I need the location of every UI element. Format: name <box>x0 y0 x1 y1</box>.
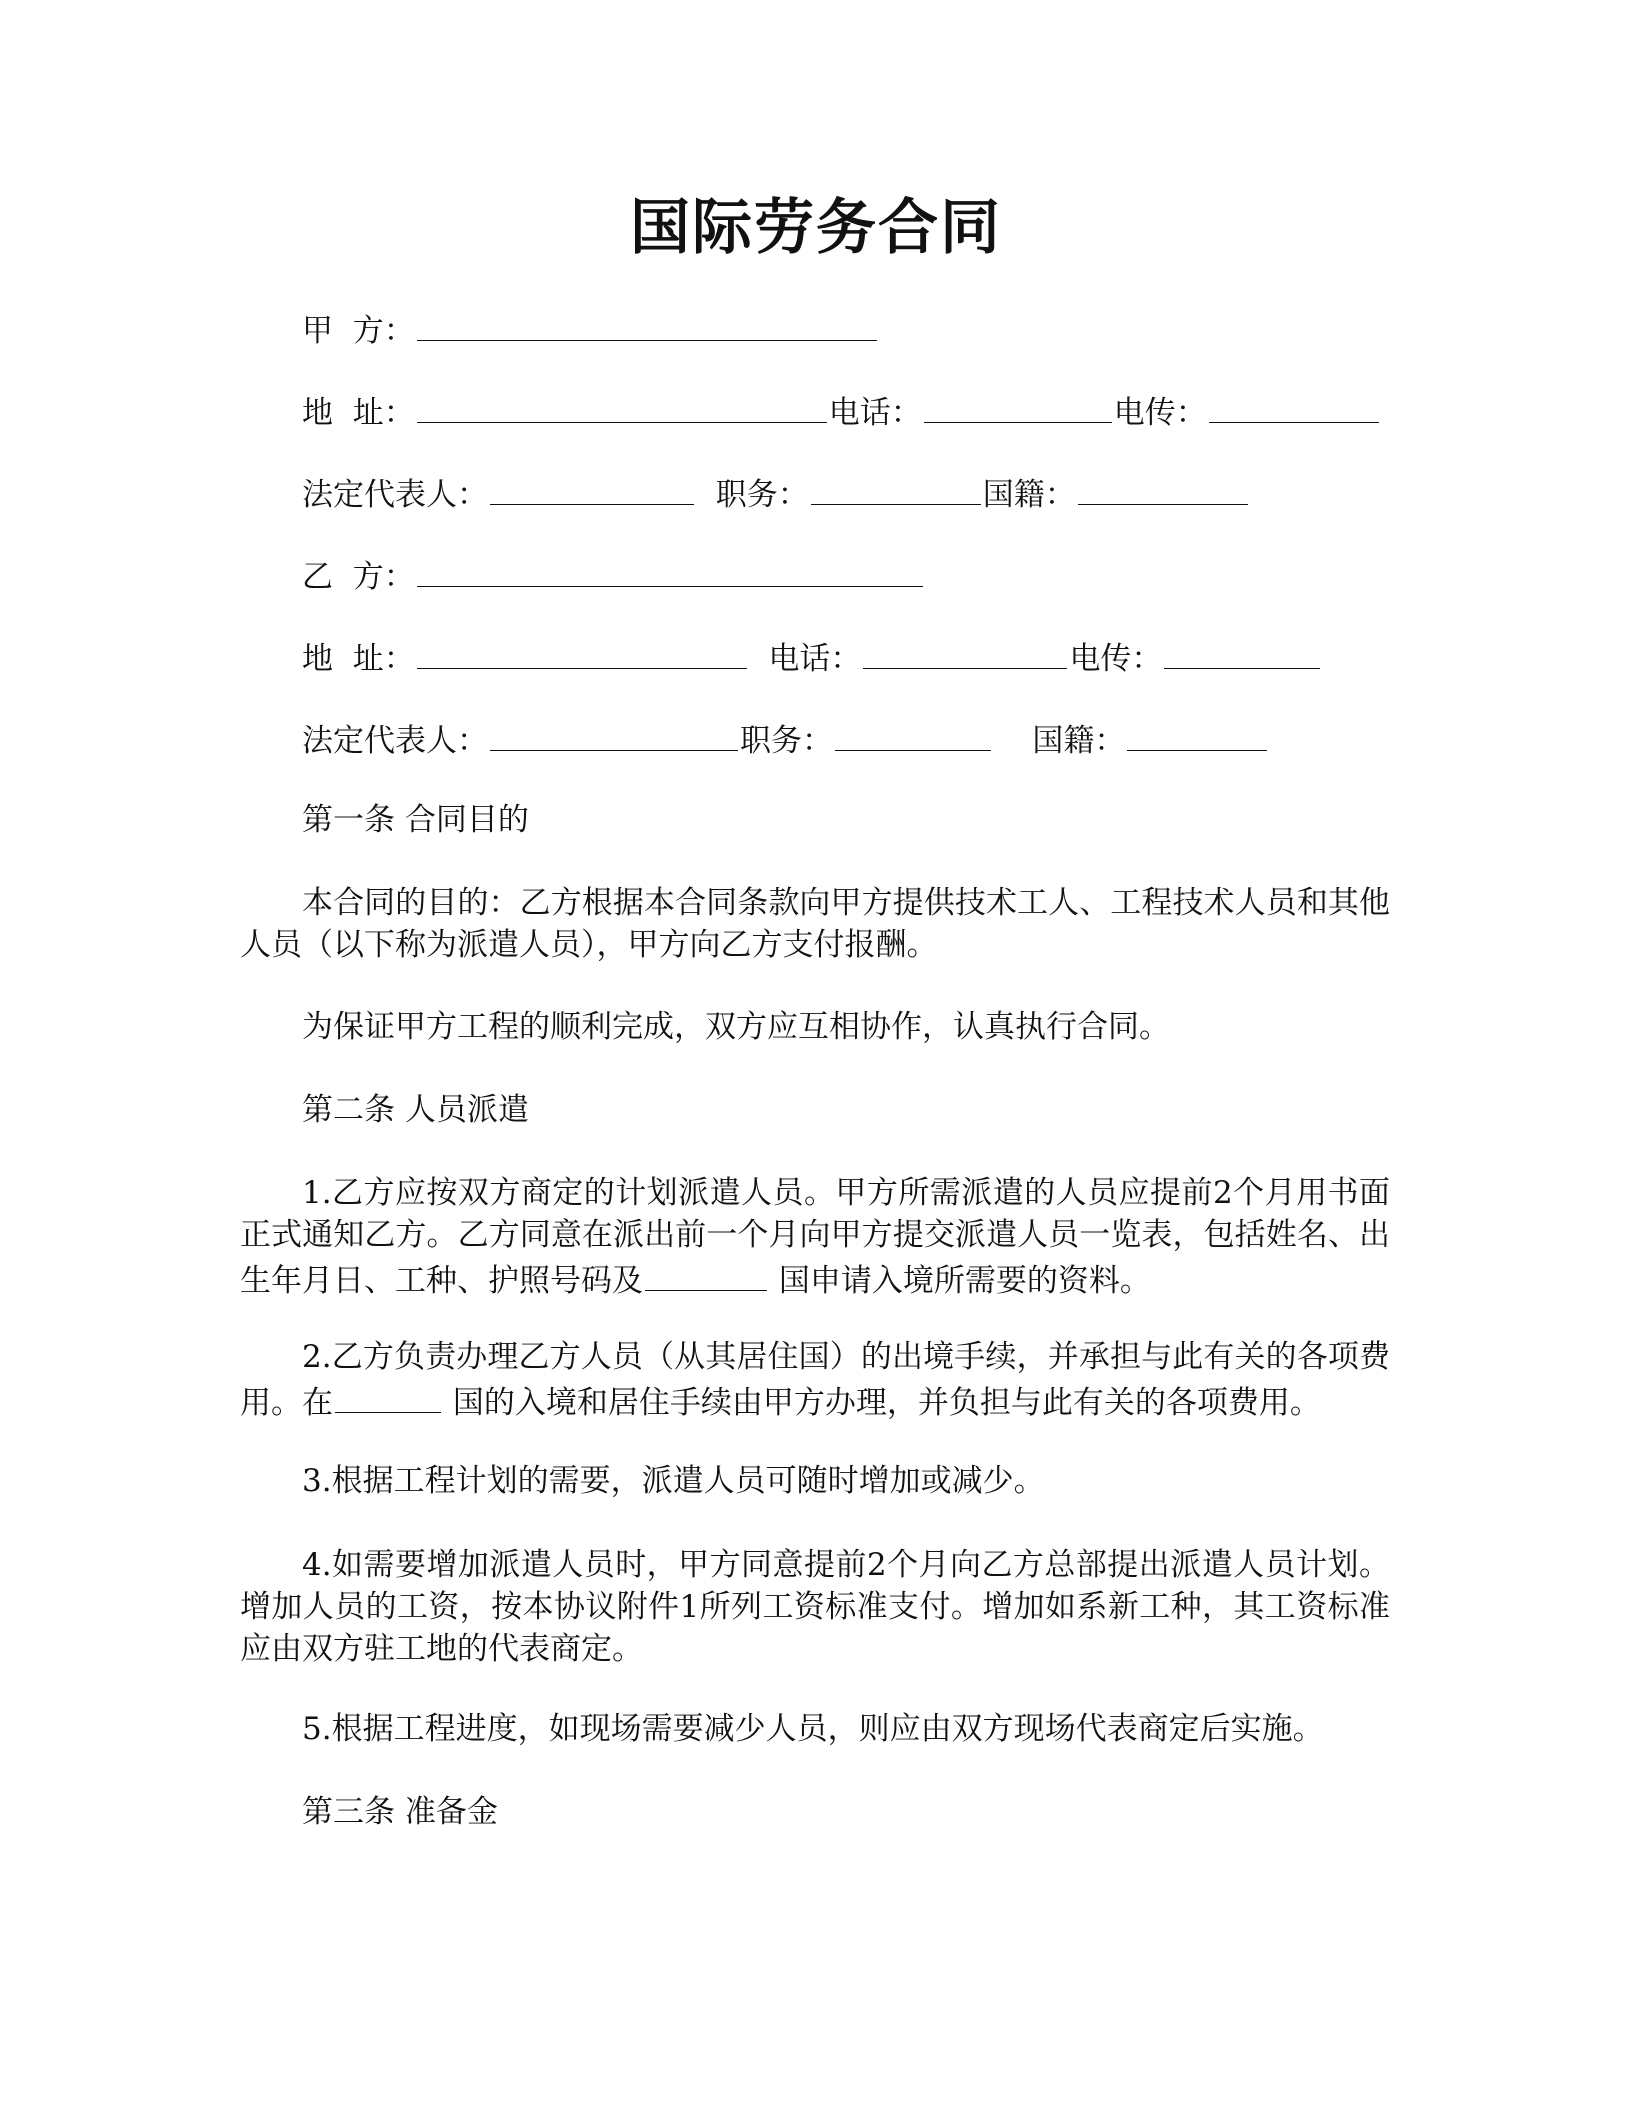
party-a-rep-label: 法定代表人： <box>302 477 488 513</box>
party-a-fax-label: 电传： <box>1113 395 1207 431</box>
party-a-rep-blank[interactable] <box>490 470 694 505</box>
article-1-paragraph-1: 本合同的目的：乙方根据本合同条款向甲方提供技术工人、工程技术人员和其他人员（以下称为派遣人员），甲方向乙方支付报酬。 <box>240 885 1390 963</box>
document-title: 国际劳务合同 <box>630 193 1002 263</box>
party-b-phone-blank[interactable] <box>863 634 1067 669</box>
party-a-position-blank[interactable] <box>811 470 981 505</box>
party-a-fax-blank[interactable] <box>1209 388 1379 423</box>
article-2-heading: 第二条 人员派遣 <box>302 1092 529 1128</box>
party-b-blank[interactable] <box>417 552 923 587</box>
party-a-position-label: 职务： <box>715 477 809 513</box>
party-b-line <box>302 552 925 599</box>
party-b-address-line <box>302 634 1322 681</box>
article-2-item-1-text-b: 国申请入境所需要的资料。 <box>778 1263 1151 1299</box>
party-b-phone-label: 电话： <box>768 641 862 677</box>
party-b-nationality-label: 国籍： <box>1032 723 1126 759</box>
article-3-heading: 第三条 准备金 <box>302 1794 498 1830</box>
party-a-rep-line <box>302 470 1250 517</box>
party-a-blank[interactable] <box>417 306 877 341</box>
party-a-address-label: 地 址： <box>302 395 415 431</box>
article-2-item-1-text-a: 1.乙方应按双方商定的计划派遣人员。甲方所需派遣的人员应提前2个月用书面正式通知乙方。乙方同意在派出前一个月向甲方提交派遣人员一览表，包括姓名、出生年月日、工种、护照号码及 <box>240 1175 1390 1299</box>
article-2-item-1 <box>240 1172 1390 1302</box>
party-b-position-label: 职务： <box>740 723 833 759</box>
party-b-rep-label: 法定代表人： <box>302 723 488 759</box>
article-2-item-4: 4.如需要增加派遣人员时，甲方同意提前2个月向乙方总部提出派遣人员计划。增加人员的工资，按本协议附件1所列工资标准支付。增加如系新工种，其工资标准应由双方驻工地的代表商定。 <box>240 1547 1390 1667</box>
party-a-phone-blank[interactable] <box>924 388 1112 423</box>
party-b-address-blank[interactable] <box>417 634 747 669</box>
party-a-phone-label: 电话： <box>828 395 922 431</box>
party-b-fax-blank[interactable] <box>1164 634 1320 669</box>
party-a-address-blank[interactable] <box>417 388 827 423</box>
article-2-item-2-country-blank[interactable] <box>335 1378 441 1413</box>
party-a-address-line <box>302 388 1381 435</box>
article-2-item-1-country-blank[interactable] <box>645 1256 767 1291</box>
party-b-fax-label: 电传： <box>1069 641 1163 677</box>
article-2-item-5: 5.根据工程进度，如现场需要减少人员，则应由双方现场代表商定后实施。 <box>302 1711 1324 1747</box>
party-a-line <box>302 306 879 353</box>
article-2-item-2-text-a: 2.乙方负责办理乙方人员（从其居住国）的出境手续，并承担与此有关的各项费用。在 <box>240 1339 1390 1421</box>
article-1-heading: 第一条 合同目的 <box>302 802 529 838</box>
party-a-nationality-blank[interactable] <box>1078 470 1248 505</box>
party-b-rep-line <box>302 716 1269 763</box>
article-2-item-3: 3.根据工程计划的需要，派遣人员可随时增加或减少。 <box>302 1463 1045 1499</box>
party-b-nationality-blank[interactable] <box>1127 716 1267 751</box>
party-a-label: 甲 方： <box>302 313 415 349</box>
party-b-label: 乙 方： <box>302 559 415 595</box>
party-b-position-blank[interactable] <box>835 716 991 751</box>
party-b-address-label: 地 址： <box>302 641 415 677</box>
party-b-rep-blank[interactable] <box>490 716 738 751</box>
article-2-item-2 <box>240 1336 1390 1424</box>
article-2-item-2-text-b: 国的入境和居住手续由甲方办理，并负担与此有关的各项费用。 <box>452 1385 1321 1421</box>
party-a-nationality-label: 国籍： <box>982 477 1076 513</box>
article-1-paragraph-2: 为保证甲方工程的顺利完成，双方应互相协作，认真执行合同。 <box>302 1009 1170 1045</box>
